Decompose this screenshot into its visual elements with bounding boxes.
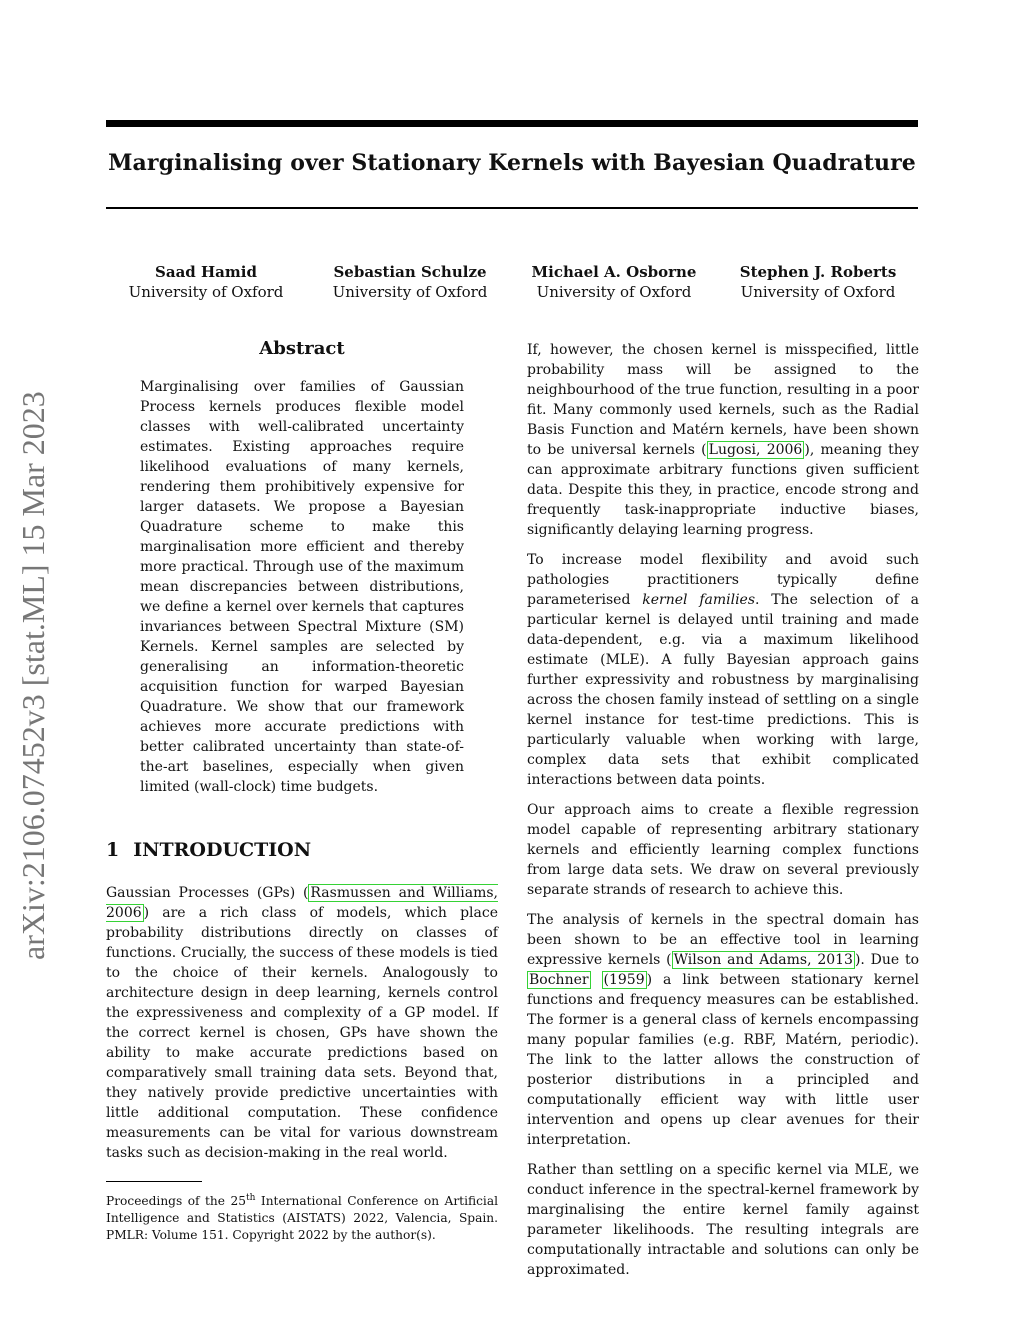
abstract-heading: Abstract [259, 338, 345, 359]
citation-link[interactable]: Lugosi, 2006 [708, 442, 803, 458]
author-affiliation: University of Oxford [536, 283, 692, 301]
author-name: Sebastian Schulze [333, 263, 487, 281]
text-run: If, however, the chosen kernel is misspecified, little probability mass will be assigned to the neighbourhood of the true function, resulting in a poor fit. Many commonly used kernels, such as the Radial Basis Function and Matérn kernels, have been shown to be universal kernels ( [527, 342, 919, 458]
author-name: Saad Hamid [155, 263, 257, 281]
text-run: Proceedings of the 25 [106, 1194, 246, 1209]
footnote-rule [106, 1181, 202, 1182]
author-affiliation: University of Oxford [128, 283, 284, 301]
author-list [106, 262, 918, 302]
text-run: ). Due to [854, 952, 919, 968]
text-run: Gaussian Processes (GPs) ( [106, 885, 309, 901]
body-paragraph [527, 910, 919, 1150]
arxiv-side-label: arXiv:2106.07452v3 [stat.ML] 15 Mar 2023 [15, 391, 51, 960]
author-block [514, 262, 714, 302]
author-block [718, 262, 918, 302]
title-top-rule [106, 120, 918, 127]
body-paragraph [527, 550, 919, 790]
text-run: ) are a rich class of models, which place probability distributions directly on classes of functions. Crucially, the success of these models is tied to the choice of their kernels. Analogously to architecture design in deep learning, kernels control the expressiveness and complexity of a GP model. If the correct kernel is chosen, GPs have shown the ability to make accurate predictions based on comparatively small training data sets. Beyond that, they natively provide predictive uncertainties with little additional computation. These confidence measurements can be vital for various downstream tasks such as decision-making in the real world. [106, 905, 498, 1161]
author-name: Michael A. Osborne [531, 263, 697, 281]
citation-link[interactable]: Bochner [529, 972, 589, 988]
section-number: 1 [106, 839, 120, 861]
citation-link[interactable]: (1959 [603, 972, 645, 988]
author-block [310, 262, 510, 302]
author-affiliation: University of Oxford [332, 283, 488, 301]
body-paragraph: Rather than settling on a specific kernel via MLE, we conduct inference in the spectral-kernel framework by marginalising the entire kernel family against parameter likelihoods. The resulting integrals are computationally intractable and solutions can only be approximated. [527, 1162, 919, 1278]
citation-link[interactable]: Wilson and Adams, 2013 [673, 952, 853, 968]
body-paragraph: Our approach aims to create a flexible regression model capable of representing arbitrary stationary kernels and efficiently learning complex functions from large data sets. We draw on several previously separate strands of research to achieve this. [527, 802, 919, 898]
emphasis: kernel families [642, 592, 756, 608]
author-block [106, 262, 306, 302]
text-run: To increase model flexibility and avoid such pathologies practitioners typically define parameterised [527, 552, 919, 608]
section-title: INTRODUCTION [133, 839, 312, 861]
text-run [591, 972, 602, 988]
text-run: ) a link between stationary kernel functions and frequency measures can be established. The former is a general class of kernels encompassing many popular families (e.g. RBF, Matérn, periodic). The link to the latter allows the construction of posterior distributions in a principled and computationally efficient way with little user intervention and opens up clear avenues for their interpretation. [527, 972, 919, 1148]
right-column [527, 340, 919, 1290]
left-column [106, 338, 498, 1244]
body-paragraph [527, 340, 919, 540]
text-run: ), meaning they can approximate arbitrary functions given sufficient data. Despite this they, in practice, encode strong and frequently task-inappropriate inductive biases, significantly delaying learning progress. [527, 442, 920, 538]
paper-title: Marginalising over Stationary Kernels with Bayesian Quadrature [108, 150, 916, 176]
section-heading [106, 839, 498, 861]
title-bottom-rule [106, 207, 918, 209]
intro-paragraph [106, 883, 498, 1163]
author-name: Stephen J. Roberts [739, 263, 897, 281]
superscript: th [245, 1193, 256, 1203]
text-run: International Conference on Artificial Intelligence and Statistics (AISTATS) 2022, Valencia, Spain. PMLR: Volume 151. Copyright 2022 by the author(s). [106, 1194, 498, 1243]
citation-link[interactable]: Rasmussen and Williams, 2006 [106, 885, 498, 921]
text-run: The analysis of kernels in the spectral domain has been shown to be an effective tool in learning expressive kernels ( [527, 912, 919, 968]
footnote [106, 1190, 498, 1244]
author-affiliation: University of Oxford [740, 283, 896, 301]
text-run: . The selection of a particular kernel is delayed until training and made data-dependent, e.g. via a maximum likelihood estimate (MLE). A fully Bayesian approach gains further expressivity and robustness by marginalising across the chosen family instead of settling on a single kernel instance for test-time predictions. This is particularly valuable when working with large, complex data sets that exhibit complicated interactions between data points. [527, 592, 919, 788]
abstract-text: Marginalising over families of Gaussian Process kernels produces flexible model classes with well-calibrated uncertainty estimates. Existing approaches require likelihood evaluations of many kernels, rendering them prohibitively expensive for larger datasets. We propose a Bayesian Quadrature scheme to make this marginalisation more efficient and thereby more practical. Through use of the maximum mean discrepancies between distributions, we define a kernel over kernels that captures invariances between Spectral Mixture (SM) Kernels. Kernel samples are selected by generalising an information-theoretic acquisition function for warped Bayesian Quadrature. We show that our framework achieves more accurate predictions with better calibrated uncertainty than state-of-the-art baselines, especially when given limited (wall-clock) time budgets. [140, 379, 464, 795]
